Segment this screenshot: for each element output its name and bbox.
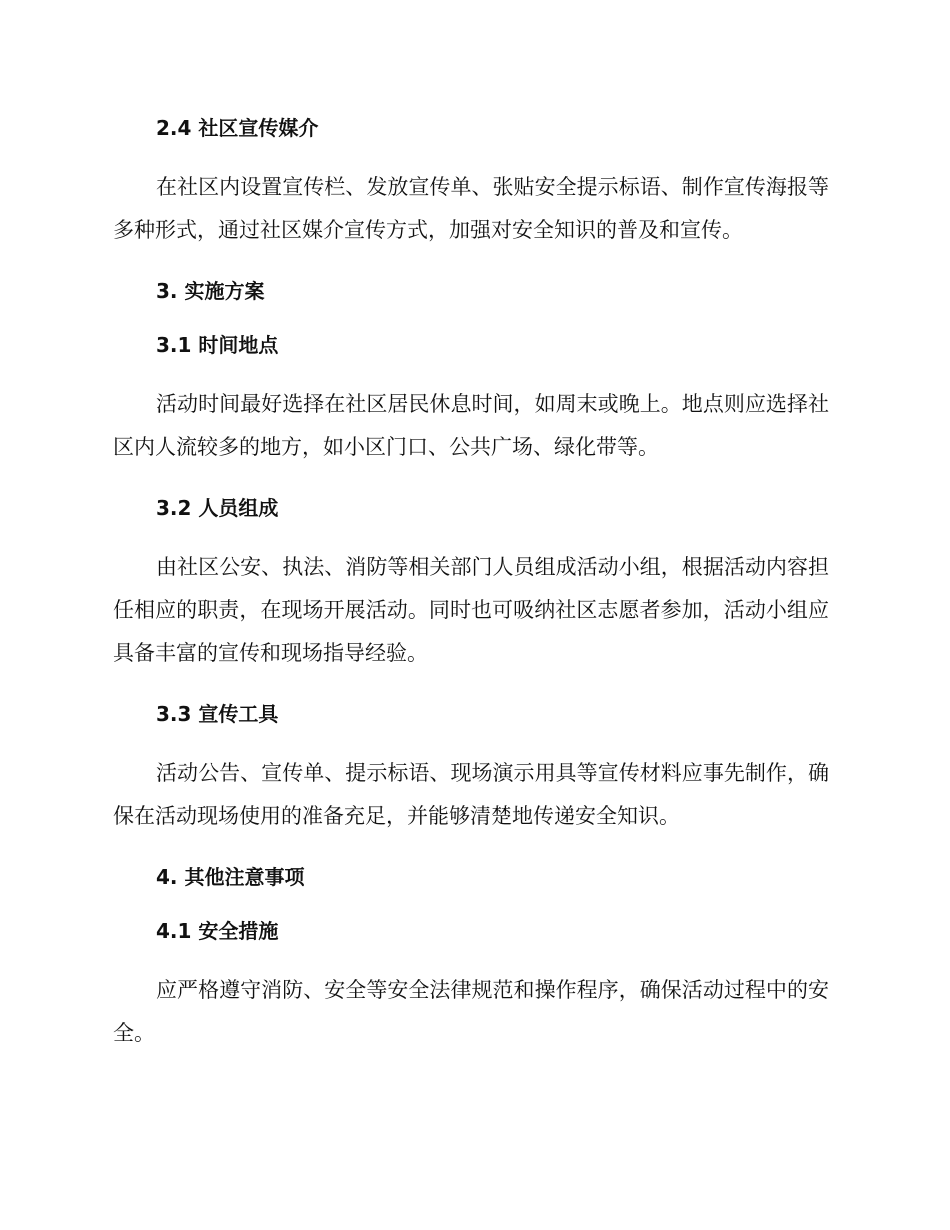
- paragraph-time-location: 活动时间最好选择在社区居民休息时间，如周末或晚上。地点则应选择社区内人流较多的地方，如小区门口、公共广场、绿化带等。: [113, 392, 829, 459]
- document-body: [113, 112, 829, 1055]
- section-heading-3-1: 3.1 时间地点: [156, 333, 279, 357]
- section-heading-4: 4. 其他注意事项: [156, 865, 305, 889]
- section-heading-4-1: 4.1 安全措施: [156, 919, 279, 943]
- section-heading-3-3: 3.3 宣传工具: [156, 702, 279, 726]
- paragraph-tools: 活动公告、宣传单、提示标语、现场演示用具等宣传材料应事先制作，确保在活动现场使用的准备充足，并能够清楚地传递安全知识。: [113, 761, 829, 828]
- paragraph-staff: 由社区公安、执法、消防等相关部门人员组成活动小组，根据活动内容担任相应的职责，在现场开展活动。同时也可吸纳社区志愿者参加，活动小组应具备丰富的宣传和现场指导经验。: [113, 555, 829, 665]
- section-heading-3-2: 3.2 人员组成: [156, 496, 279, 520]
- paragraph-community-media: 在社区内设置宣传栏、发放宣传单、张贴安全提示标语、制作宣传海报等多种形式，通过社区媒介宣传方式，加强对安全知识的普及和宣传。: [113, 175, 829, 242]
- section-heading-2-4: 2.4 社区宣传媒介: [156, 116, 319, 140]
- section-heading-3: 3. 实施方案: [156, 279, 265, 303]
- paragraph-safety: 应严格遵守消防、安全等安全法律规范和操作程序，确保活动过程中的安全。: [113, 978, 829, 1045]
